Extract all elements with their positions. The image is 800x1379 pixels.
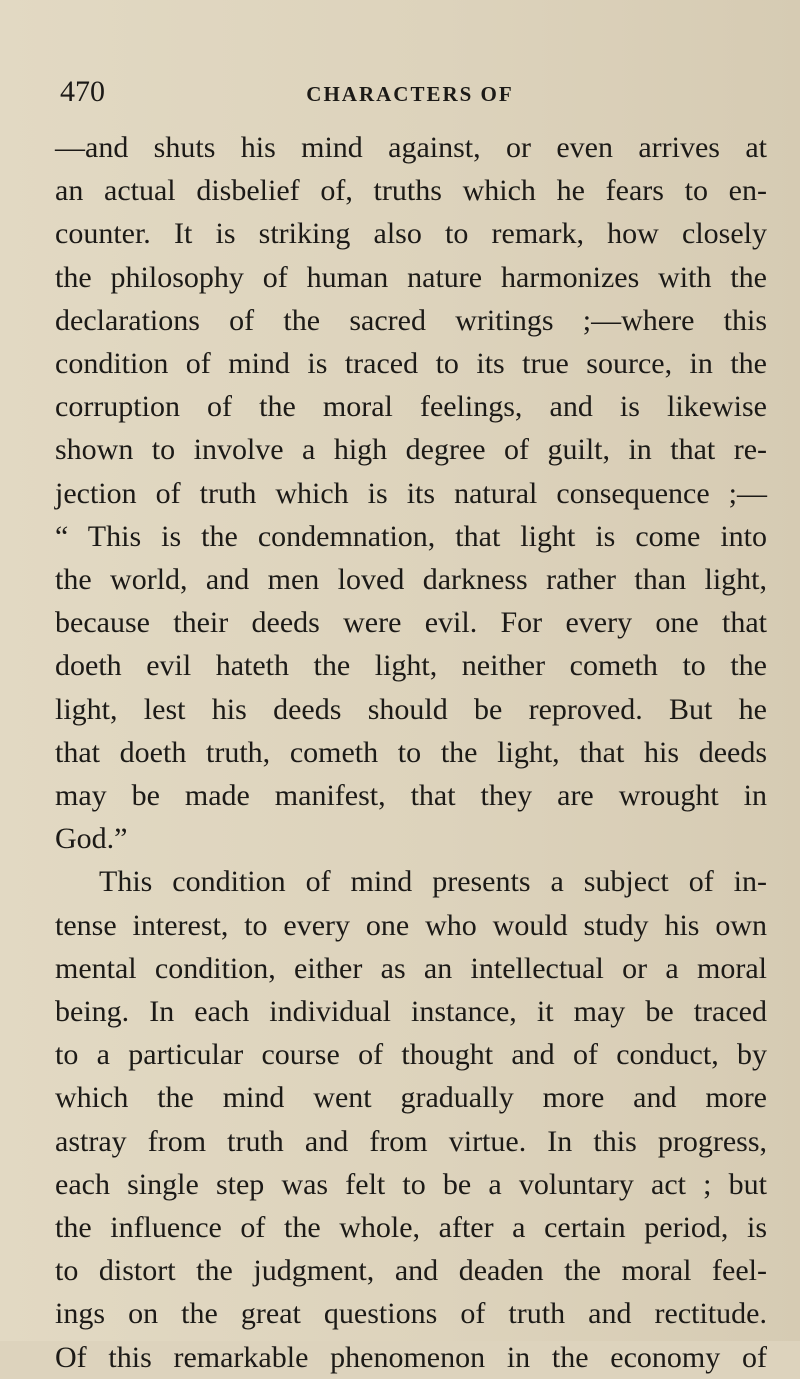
text-line: declarations of the sacred writings ;—where this xyxy=(55,303,767,337)
text-line: counter. It is striking also to remark, how closely xyxy=(55,217,767,251)
text-line: each single step was felt to be a voluntary act ; but xyxy=(55,1167,767,1201)
text-line: that doeth truth, cometh to the light, that his deeds xyxy=(55,735,767,769)
text-line: light, lest his deeds should be reproved. But he xyxy=(55,692,767,726)
text-line: —and shuts his mind against, or even arrives at xyxy=(55,131,767,164)
text-line: corruption of the moral feelings, and is likewise xyxy=(55,390,767,424)
text-line: mental condition, either as an intellectual or a moral xyxy=(55,951,767,985)
paragraph-start-line: This condition of mind presents a subject of in- xyxy=(99,865,767,899)
page-header xyxy=(60,72,760,112)
text-line: the world, and men loved darkness rather than light, xyxy=(55,563,767,597)
text-line: condition of mind is traced to its true source, in the xyxy=(55,347,767,381)
running-head: CHARACTERS OF xyxy=(306,82,514,106)
text-line: which the mind went gradually more and more xyxy=(55,1081,767,1115)
text-line: to a particular course of thought and of conduct, by xyxy=(55,1038,767,1072)
text-line: being. In each individual instance, it may be traced xyxy=(55,995,767,1029)
text-line: shown to involve a high degree of guilt, in that re- xyxy=(55,433,767,467)
text-line: to distort the judgment, and deaden the moral feel- xyxy=(55,1254,767,1288)
text-line: ings on the great questions of truth and rectitude. xyxy=(55,1297,767,1331)
text-line: Of this remarkable phenomenon in the economy of xyxy=(55,1340,767,1374)
text-line: may be made manifest, that they are wrought in xyxy=(55,779,767,813)
text-line: “ This is the condemnation, that light is come into xyxy=(55,519,767,553)
text-line: the influence of the whole, after a certain period, is xyxy=(55,1211,767,1245)
text-line: an actual disbelief of, truths which he fears to en- xyxy=(55,174,767,208)
text-line: astray from truth and from virtue. In this progress, xyxy=(55,1124,767,1158)
text-line: doeth evil hateth the light, neither cometh to the xyxy=(55,649,767,683)
text-line: God.” xyxy=(55,822,128,856)
text-line: because their deeds were evil. For every one that xyxy=(55,606,767,640)
page-number: 470 xyxy=(60,75,105,108)
text-line: the philosophy of human nature harmonizes with the xyxy=(55,260,767,294)
text-line: tense interest, to every one who would study his own xyxy=(55,908,767,942)
body-text xyxy=(55,126,767,1379)
text-line: jection of truth which is its natural consequence ;— xyxy=(55,476,767,510)
